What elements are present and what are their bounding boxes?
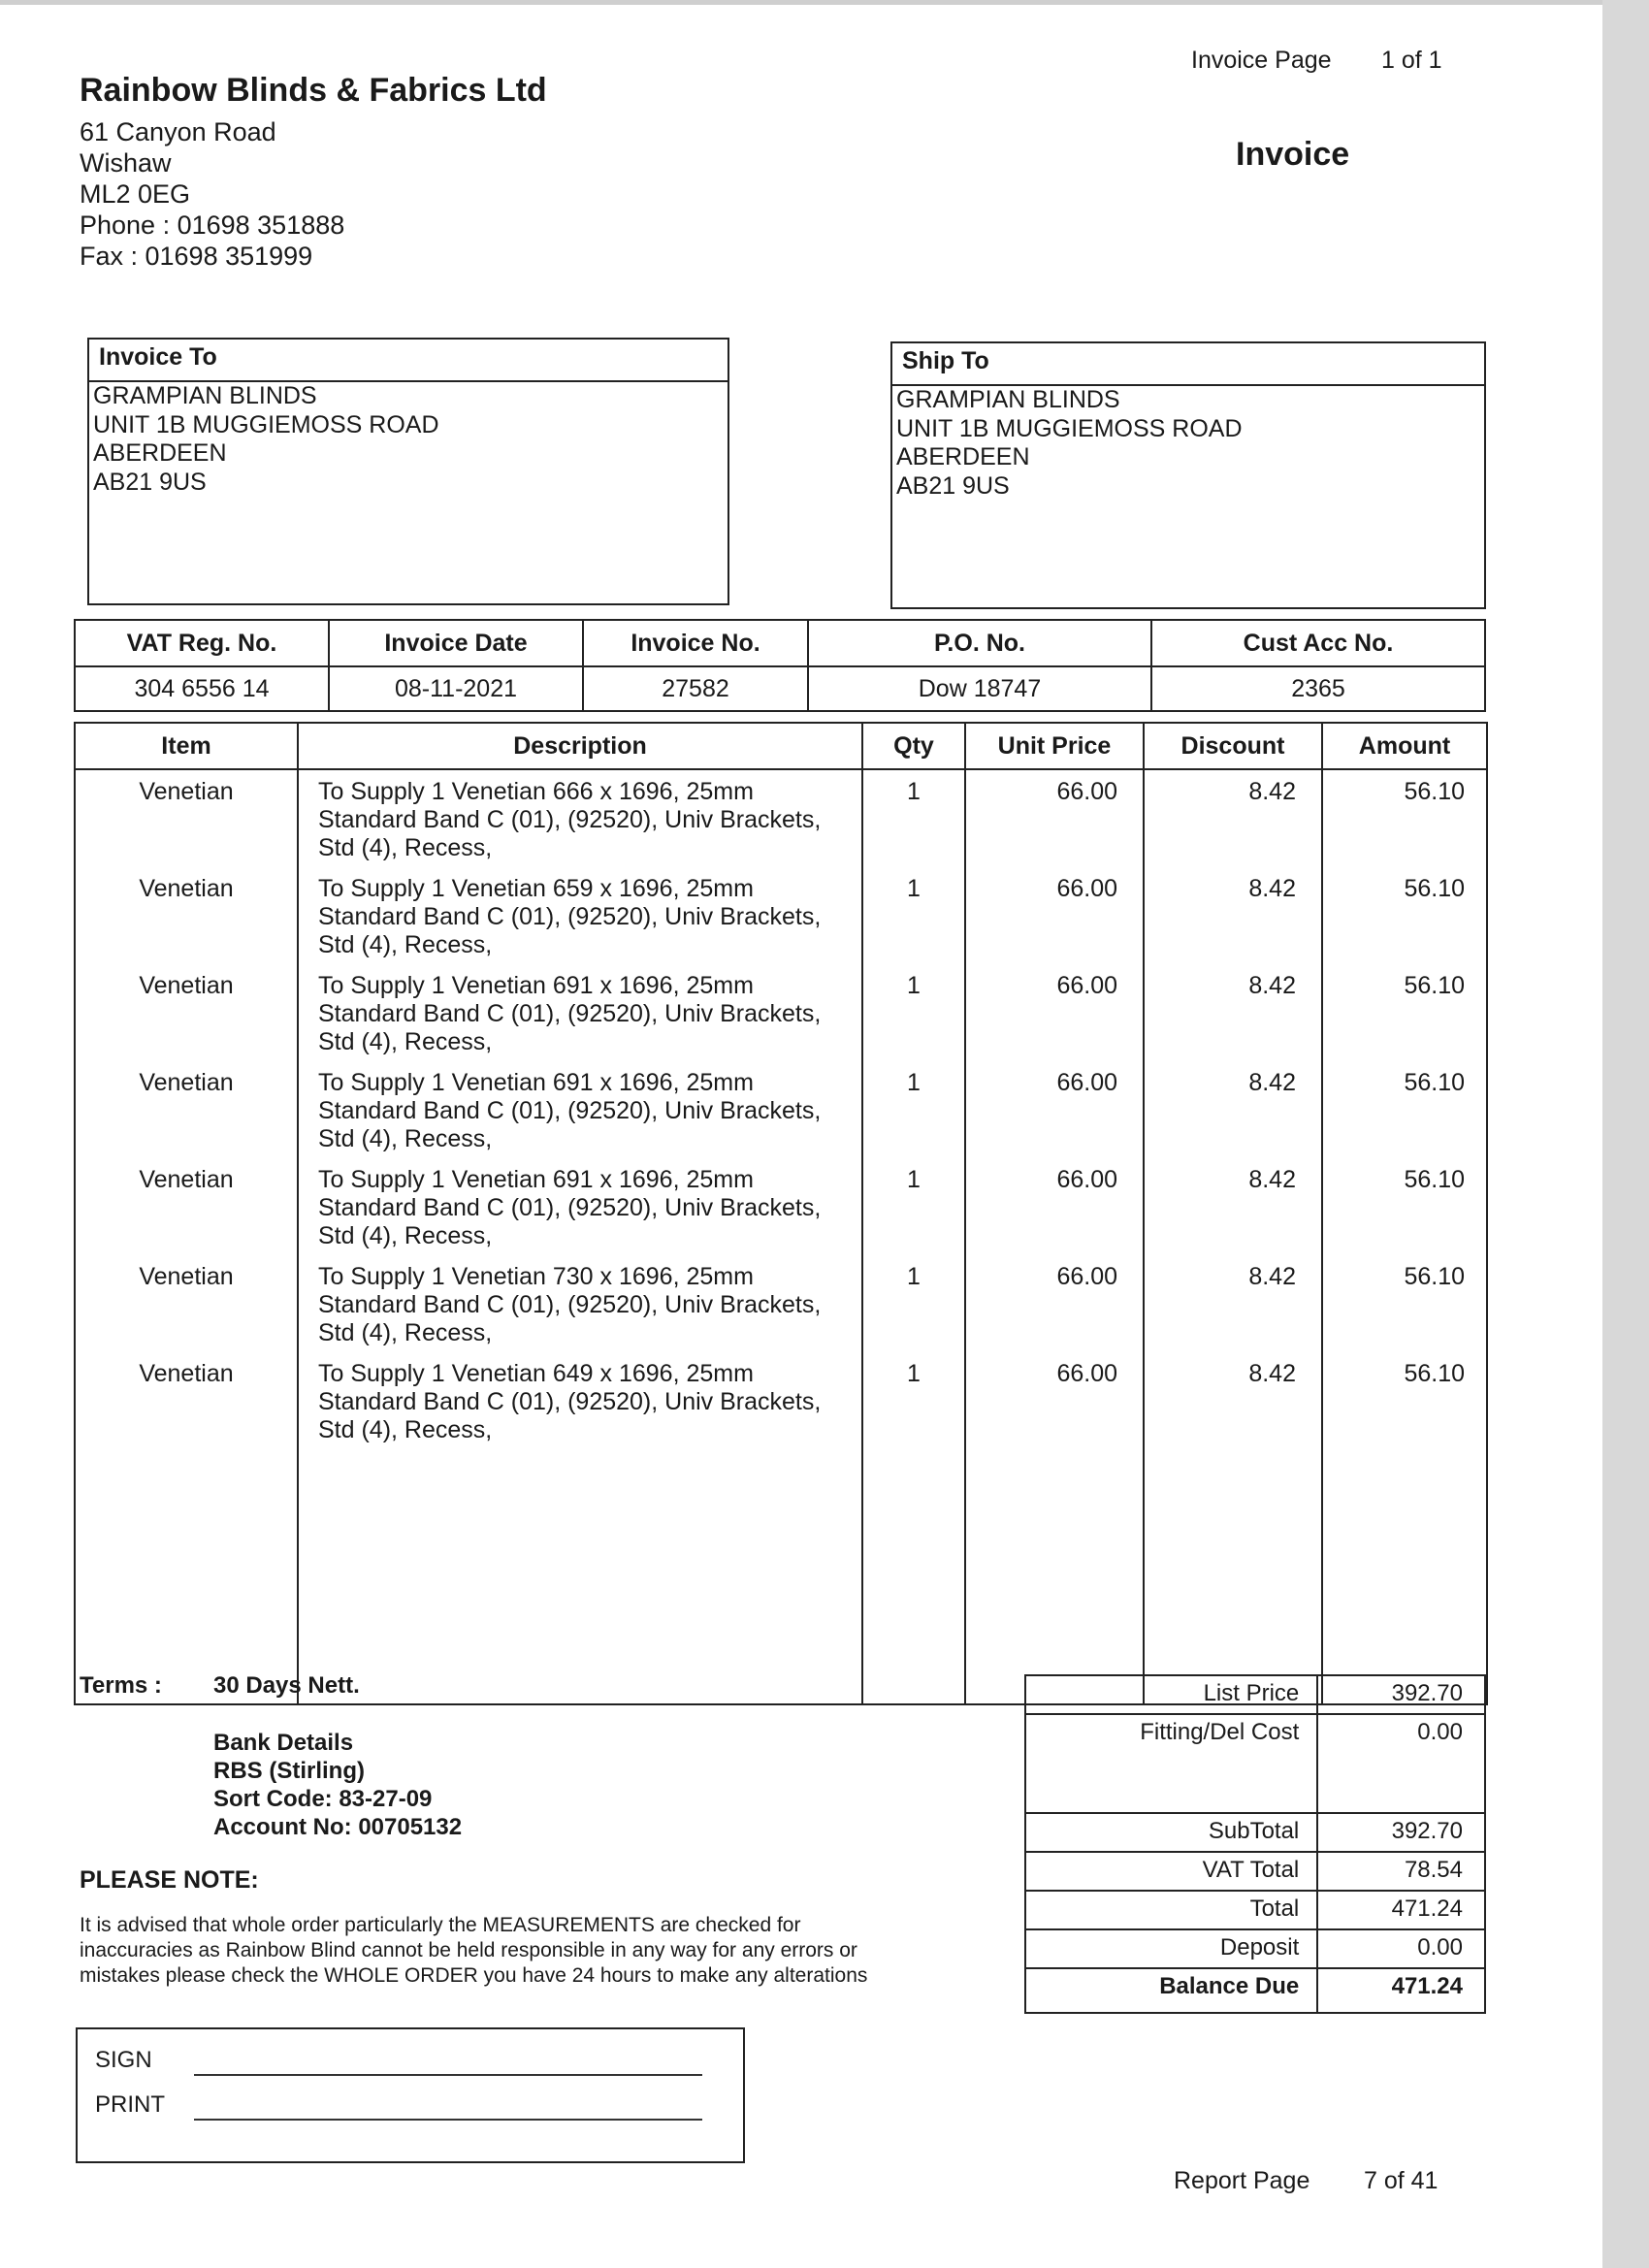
amount-cell: 56.10 xyxy=(1404,972,1465,999)
description-line: Standard Band C (01), (92520), Univ Brackets, xyxy=(318,903,822,930)
description-line: Std (4), Recess, xyxy=(318,1222,493,1249)
address-line: GRAMPIAN BLINDS xyxy=(896,386,1120,413)
description-line: Std (4), Recess, xyxy=(318,931,493,958)
unit-price-cell: 66.00 xyxy=(1056,1166,1117,1193)
description-line: To Supply 1 Venetian 659 x 1696, 25mm xyxy=(318,875,754,902)
balance-row xyxy=(1025,1968,1485,2013)
print-label: PRINT xyxy=(95,2091,165,2118)
page-label: Invoice Page xyxy=(1191,47,1332,74)
amount-cell: 56.10 xyxy=(1404,1263,1465,1290)
address-line: UNIT 1B MUGGIEMOSS ROAD xyxy=(896,414,1243,442)
description-cell xyxy=(318,1352,861,1449)
unit-price-cell: 66.00 xyxy=(1056,1263,1117,1290)
item-cell: Venetian xyxy=(139,778,234,805)
account-number: Account No: 00705132 xyxy=(213,1814,463,1840)
description-line: Standard Band C (01), (92520), Univ Brackets, xyxy=(318,1000,822,1027)
unit-price-cell: 66.00 xyxy=(1056,1360,1117,1387)
amount-cell: 56.10 xyxy=(1404,1166,1465,1193)
description-line: Standard Band C (01), (92520), Univ Brackets, xyxy=(318,1194,822,1221)
sign-label: SIGN xyxy=(95,2047,152,2073)
description-line: Std (4), Recess, xyxy=(318,1416,493,1443)
invoice-to-heading: Invoice To xyxy=(89,340,728,382)
amount-cell: 56.10 xyxy=(1404,1360,1465,1387)
vat-row xyxy=(1025,1852,1485,1891)
qty-cell: 1 xyxy=(907,778,921,805)
unit-price-cell: 66.00 xyxy=(1056,875,1117,902)
total-value: 471.24 xyxy=(1317,1891,1485,1929)
vat-reg-header: VAT Reg. No. xyxy=(75,620,329,666)
item-cell: Venetian xyxy=(139,875,234,902)
total-label: Total xyxy=(1025,1891,1317,1929)
print-line[interactable] xyxy=(194,2119,702,2121)
please-note-heading: PLEASE NOTE: xyxy=(80,1866,259,1894)
qty-cell: 1 xyxy=(907,1069,921,1096)
qty-column xyxy=(862,769,965,1704)
unit-price-cell: 66.00 xyxy=(1056,1069,1117,1096)
address-line: GRAMPIAN BLINDS xyxy=(93,382,317,409)
unit-price-header: Unit Price xyxy=(965,723,1144,769)
invoice-to-address xyxy=(89,382,728,497)
invoice-no-header: Invoice No. xyxy=(583,620,808,666)
vat-reg-value: 304 6556 14 xyxy=(75,666,329,711)
sort-code: Sort Code: 83-27-09 xyxy=(213,1786,433,1812)
discount-cell: 8.42 xyxy=(1248,1263,1296,1290)
description-line: Std (4), Recess, xyxy=(318,1319,493,1346)
subtotal-label: SubTotal xyxy=(1025,1813,1317,1852)
description-line: Standard Band C (01), (92520), Univ Brackets, xyxy=(318,806,822,833)
list-price-value: 392.70 xyxy=(1317,1675,1485,1714)
description-line: Std (4), Recess, xyxy=(318,834,493,861)
discount-cell: 8.42 xyxy=(1248,875,1296,902)
scan-edge-top xyxy=(0,0,1602,5)
address-line: UNIT 1B MUGGIEMOSS ROAD xyxy=(93,410,439,438)
unit-price-column xyxy=(965,769,1144,1704)
address-line: AB21 9US xyxy=(93,468,207,496)
description-line: To Supply 1 Venetian 666 x 1696, 25mm xyxy=(318,778,754,805)
fitting-label: Fitting/Del Cost xyxy=(1025,1714,1317,1813)
description-line: To Supply 1 Venetian 691 x 1696, 25mm xyxy=(318,1166,754,1193)
item-cell: Venetian xyxy=(139,1263,234,1290)
discount-column xyxy=(1144,769,1322,1704)
unit-price-cell: 66.00 xyxy=(1056,972,1117,999)
description-cell xyxy=(318,867,861,964)
note-line: mistakes please check the WHOLE ORDER you have 24 hours to make any alterations xyxy=(80,1964,868,1987)
signature-box xyxy=(76,2027,745,2163)
invoice-date-header: Invoice Date xyxy=(329,620,583,666)
company-name: Rainbow Blinds & Fabrics Ltd xyxy=(80,72,547,109)
description-cell xyxy=(318,1255,861,1352)
item-cell: Venetian xyxy=(139,1360,234,1387)
balance-label: Balance Due xyxy=(1025,1968,1317,2013)
report-page-label: Report Page xyxy=(1174,2167,1310,2194)
amount-cell: 56.10 xyxy=(1404,1069,1465,1096)
amount-cell: 56.10 xyxy=(1404,778,1465,805)
address-line: ABERDEEN xyxy=(93,439,227,467)
invoice-to-box xyxy=(87,338,729,605)
company-phone: Phone : 01698 351888 xyxy=(80,211,345,240)
invoice-date-value: 08-11-2021 xyxy=(329,666,583,711)
fitting-value: 0.00 xyxy=(1317,1714,1485,1813)
description-cell xyxy=(318,1158,861,1255)
ship-to-box xyxy=(890,341,1486,609)
description-cell xyxy=(318,770,861,867)
description-line: Standard Band C (01), (92520), Univ Brackets, xyxy=(318,1097,822,1124)
discount-cell: 8.42 xyxy=(1248,972,1296,999)
company-address-line: 61 Canyon Road xyxy=(80,117,276,146)
qty-cell: 1 xyxy=(907,1166,921,1193)
balance-value: 471.24 xyxy=(1317,1968,1485,2013)
company-address-line: Wishaw xyxy=(80,148,172,178)
bank-details-heading: Bank Details xyxy=(213,1730,354,1756)
cust-acc-value: 2365 xyxy=(1151,666,1485,711)
table-row xyxy=(75,769,1487,1704)
po-no-value: Dow 18747 xyxy=(808,666,1151,711)
description-line: To Supply 1 Venetian 649 x 1696, 25mm xyxy=(318,1360,754,1387)
amount-column xyxy=(1322,769,1487,1704)
line-items-table xyxy=(74,722,1488,1705)
item-cell: Venetian xyxy=(139,972,234,999)
terms-value: 30 Days Nett. xyxy=(213,1672,360,1699)
description-line: Standard Band C (01), (92520), Univ Brackets, xyxy=(318,1291,822,1318)
total-row xyxy=(1025,1891,1485,1929)
note-line: It is advised that whole order particularly the MEASUREMENTS are checked for xyxy=(80,1914,801,1936)
qty-cell: 1 xyxy=(907,972,921,999)
totals-table xyxy=(1024,1674,1486,2014)
vat-label: VAT Total xyxy=(1025,1852,1317,1891)
description-line: Std (4), Recess, xyxy=(318,1125,493,1152)
description-line: Std (4), Recess, xyxy=(318,1028,493,1055)
description-header: Description xyxy=(298,723,862,769)
description-line: Standard Band C (01), (92520), Univ Brackets, xyxy=(318,1388,822,1415)
description-line: To Supply 1 Venetian 691 x 1696, 25mm xyxy=(318,972,754,999)
item-header: Item xyxy=(75,723,298,769)
report-page-value: 7 of 41 xyxy=(1364,2167,1439,2194)
unit-price-cell: 66.00 xyxy=(1056,778,1117,805)
document-title: Invoice xyxy=(1236,136,1350,173)
invoice-meta-table xyxy=(74,619,1486,712)
qty-header: Qty xyxy=(862,723,965,769)
item-column xyxy=(75,769,298,1704)
deposit-row xyxy=(1025,1929,1485,1968)
qty-cell: 1 xyxy=(907,1263,921,1290)
qty-cell: 1 xyxy=(907,875,921,902)
discount-cell: 8.42 xyxy=(1248,1069,1296,1096)
ship-to-heading: Ship To xyxy=(892,343,1484,386)
invoice-no-value: 27582 xyxy=(583,666,808,711)
discount-cell: 8.42 xyxy=(1248,1166,1296,1193)
address-line: ABERDEEN xyxy=(896,443,1030,470)
sign-line[interactable] xyxy=(194,2074,702,2076)
vat-value: 78.54 xyxy=(1317,1852,1485,1891)
deposit-label: Deposit xyxy=(1025,1929,1317,1968)
ship-to-address xyxy=(892,386,1484,501)
company-address-line: ML2 0EG xyxy=(80,179,191,209)
item-cell: Venetian xyxy=(139,1166,234,1193)
scan-edge-right xyxy=(1602,0,1649,2268)
po-no-header: P.O. No. xyxy=(808,620,1151,666)
cust-acc-header: Cust Acc No. xyxy=(1151,620,1485,666)
address-line: AB21 9US xyxy=(896,471,1010,500)
description-cell xyxy=(318,1061,861,1158)
description-column xyxy=(298,769,862,1704)
list-price-label: List Price xyxy=(1025,1675,1317,1714)
amount-cell: 56.10 xyxy=(1404,875,1465,902)
page-value: 1 of 1 xyxy=(1381,47,1442,74)
item-cell: Venetian xyxy=(139,1069,234,1096)
description-cell xyxy=(318,964,861,1061)
terms-label: Terms : xyxy=(80,1672,162,1699)
subtotal-row xyxy=(1025,1813,1485,1852)
company-fax: Fax : 01698 351999 xyxy=(80,242,313,271)
discount-header: Discount xyxy=(1144,723,1322,769)
bank-name: RBS (Stirling) xyxy=(213,1758,365,1784)
fitting-row xyxy=(1025,1714,1485,1813)
discount-cell: 8.42 xyxy=(1248,1360,1296,1387)
discount-cell: 8.42 xyxy=(1248,778,1296,805)
deposit-value: 0.00 xyxy=(1317,1929,1485,1968)
description-line: To Supply 1 Venetian 691 x 1696, 25mm xyxy=(318,1069,754,1096)
qty-cell: 1 xyxy=(907,1360,921,1387)
amount-header: Amount xyxy=(1322,723,1487,769)
subtotal-value: 392.70 xyxy=(1317,1813,1485,1852)
note-line: inaccuracies as Rainbow Blind cannot be held responsible in any way for any errors or xyxy=(80,1939,857,1961)
description-line: To Supply 1 Venetian 730 x 1696, 25mm xyxy=(318,1263,754,1290)
list-price-row xyxy=(1025,1675,1485,1714)
